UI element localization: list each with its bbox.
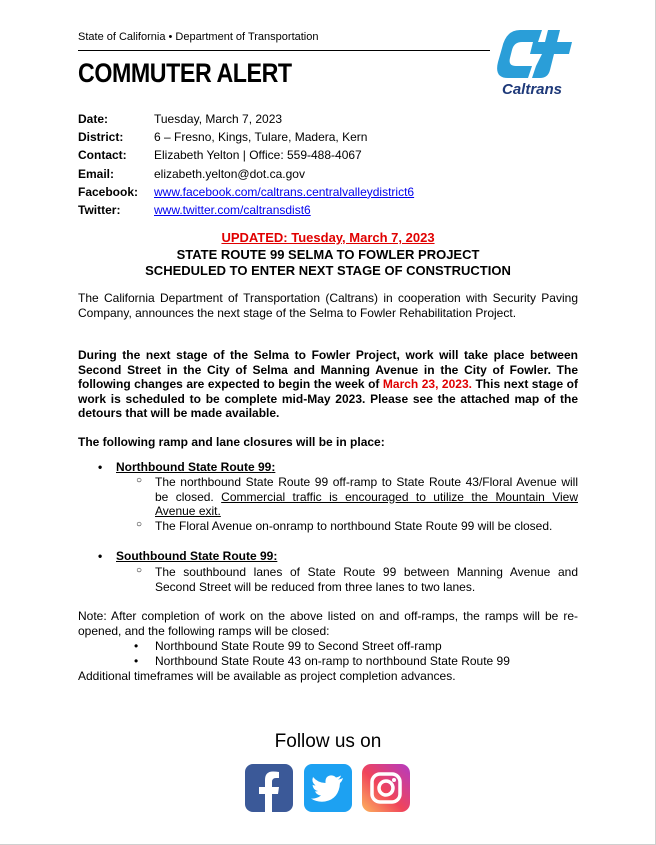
headline (0, 247, 656, 279)
agency-line: State of California • Department of Transportation (78, 31, 319, 43)
caltrans-logo (492, 26, 578, 98)
circle-bullet-icon: ○ (136, 565, 143, 576)
facebook-icon[interactable] (245, 764, 293, 812)
circle-bullet-icon: ○ (136, 519, 143, 530)
southbound-heading: Southbound State Route 99: (116, 549, 278, 563)
meta-value: elizabeth.yelton@dot.ca.gov (154, 166, 305, 181)
headline-line-2: SCHEDULED TO ENTER NEXT STAGE OF CONSTRUCTION (145, 263, 511, 278)
northbound-item-2 (136, 519, 578, 534)
meta-row-facebook (78, 183, 414, 201)
follow-us-heading: Follow us on (274, 731, 382, 752)
caltrans-logo-icon (492, 26, 578, 98)
note-item-2: Northbound State Route 43 on-ramp to northbound State Route 99 (155, 654, 510, 668)
nb-item-1-text: The northbound State Route 99 off-ramp to State Route 43/Floral Avenue will be closed. (155, 475, 578, 504)
note-item-1: Northbound State Route 99 to Second Street off-ramp (155, 639, 442, 653)
twitter-link[interactable]: www.twitter.com/caltransdist6 (154, 203, 311, 218)
closing-line: Additional timeframes will be available as project completion advances. (78, 669, 456, 683)
meta-label: Date: (78, 112, 109, 126)
stage-date: March 23, 2023. (382, 377, 472, 391)
nb-item-1-underlined: Commercial traffic is encouraged to utilize the Mountain View Avenue exit. (155, 489, 578, 518)
meta-row-date (78, 110, 414, 128)
intro-paragraph: The California Department of Transportation (Caltrans) in cooperation with Security Paving Company, announces the next stage of the Selma to Fowler Rehabilitation Project. (78, 291, 578, 320)
meta-row-twitter (78, 201, 414, 219)
twitter-icon[interactable] (304, 764, 352, 812)
meta-value: 6 – Fresno, Kings, Tulare, Madera, Kern (154, 130, 368, 145)
northbound-label: Northbound State Route 99 (116, 460, 272, 474)
meta-label: District: (78, 130, 124, 145)
circle-bullet-icon: ○ (136, 475, 143, 486)
page-title: COMMUTER ALERT (78, 58, 292, 88)
closures-heading: The following ramp and lane closures will be in place: (78, 435, 385, 449)
logo-text: Caltrans (502, 81, 563, 98)
instagram-icon[interactable] (362, 764, 410, 812)
nb-item-2-text: The Floral Avenue on-onramp to northbound State Route 99 will be closed. (155, 519, 553, 533)
bullet-dot: • (98, 460, 103, 474)
meta-value: Elizabeth Yelton | Office: 559-488-4067 (154, 148, 362, 163)
stage-text-2: This next stage of work is scheduled to be complete mid-May 2023. Please see the attached map of the detours that will be made available. (78, 377, 578, 420)
bullet-dot: • (134, 654, 139, 668)
northbound-item-1 (136, 475, 578, 519)
northbound-heading (116, 460, 275, 474)
meta-row-contact (78, 146, 414, 164)
stage-paragraph (78, 348, 578, 421)
stage-text-1: During the next stage of the Selma to Fowler Project, work will take place between Second Street in the City of Selma and Manning Avenue in the City of Fowler. The following changes are expected to begin the week of (78, 348, 578, 391)
meta-value: Tuesday, March 7, 2023 (154, 112, 283, 126)
note-paragraph: Note: After completion of work on the above listed on and off-ramps, the ramps will be re-opened, and the following ramps will be closed: (78, 609, 578, 638)
meta-row-email (78, 165, 414, 183)
sb-item-1-text: The southbound lanes of State Route 99 between Manning Avenue and Second Street will be reduced from three lanes to two lanes. (155, 565, 578, 594)
bullet-dot: • (98, 549, 103, 563)
headline-line-1: STATE ROUTE 99 SELMA TO FOWLER PROJECT (176, 247, 480, 262)
meta-label: Facebook: (78, 184, 139, 199)
meta-row-district (78, 128, 414, 146)
bullet-dot: • (134, 639, 139, 653)
meta-label: Twitter: (78, 203, 121, 218)
northbound-colon: : (271, 460, 276, 474)
southbound-item-1 (136, 565, 578, 594)
facebook-link[interactable]: www.facebook.com/caltrans.centralvalleydistrict6 (154, 184, 415, 199)
meta-label: Contact: (78, 148, 127, 163)
header-rule (78, 50, 490, 51)
updated-notice: UPDATED: Tuesday, March 7, 2023 (221, 230, 435, 245)
meta-label: Email: (78, 166, 115, 181)
contact-info (78, 110, 414, 219)
